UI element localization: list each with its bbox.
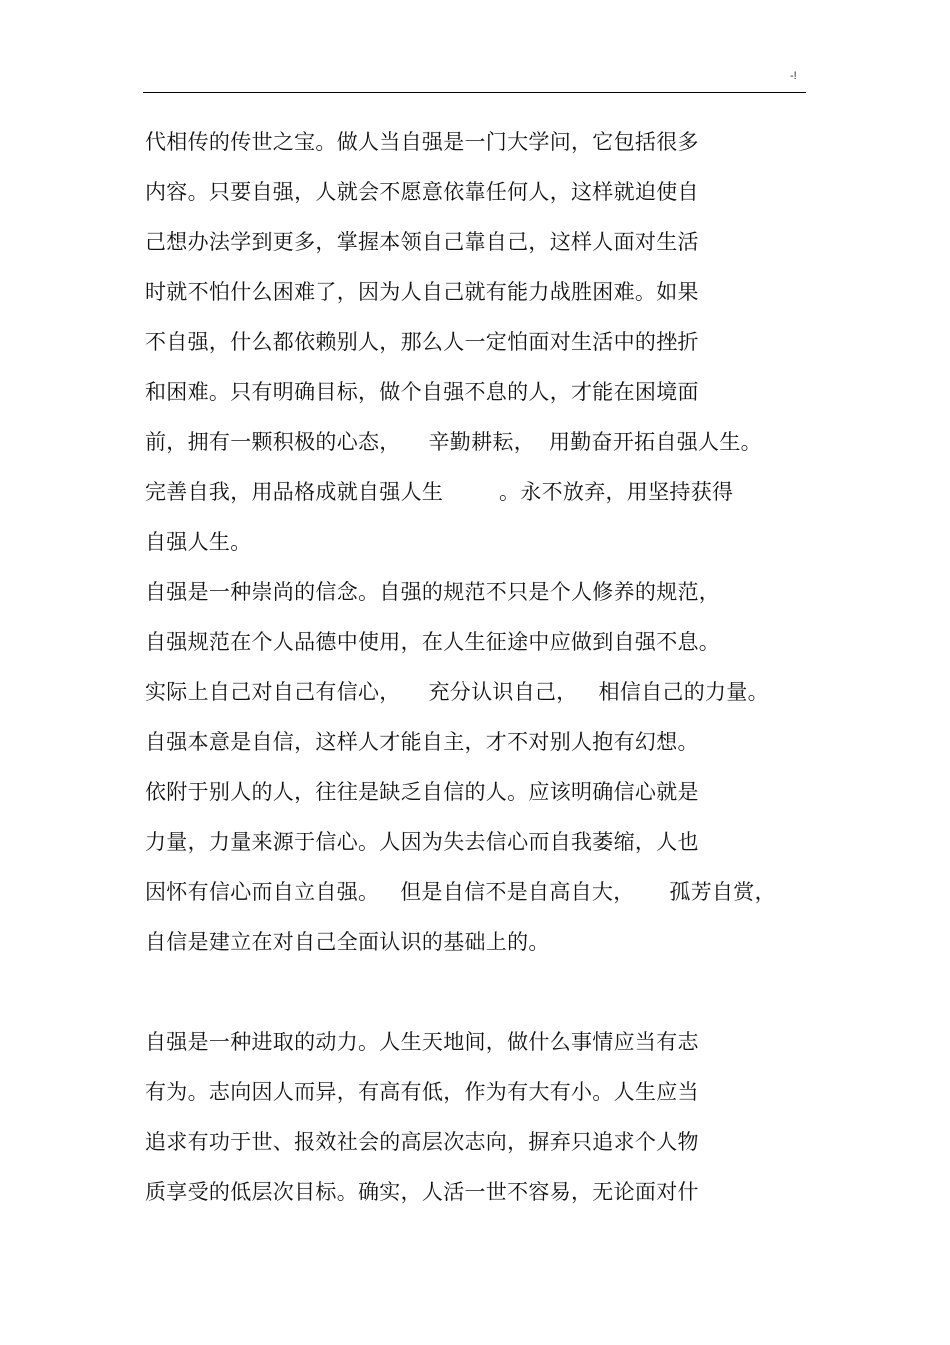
text-line: 时就不怕什么困难了，因为人自己就有能力战胜困难。如果 (145, 280, 699, 304)
header-mark: -! (790, 70, 797, 82)
text-line: 力量，力量来源于信心。人因为失去信心而自我萎缩，人也 (145, 830, 699, 854)
text-line: 代相传的传世之宝。做人当自强是一门大学问，它包括很多 (145, 130, 699, 154)
text-line: 因怀有信心而自立自强。 但是自信不是自高自大， 孤芳自赏， (145, 880, 776, 904)
text-line: 追求有功于世、报效社会的高层次志向，摒弃只追求个人物 (145, 1130, 699, 1154)
text-line: 实际上自己对自己有信心， 充分认识自己， 相信自己的力量。 (145, 680, 769, 704)
text-line: 自强是一种崇尚的信念。自强的规范不只是个人修养的规范， (145, 580, 721, 604)
text-line: 不自强，什么都依赖别人，那么人一定怕面对生活中的挫折 (145, 330, 699, 354)
header-rule (143, 92, 806, 93)
text-line: 自强规范在个人品德中使用，在人生征途中应做到自强不息。 (145, 630, 721, 654)
text-line: 有为。志向因人而异，有高有低，作为有大有小。人生应当 (145, 1080, 699, 1104)
text-line: 前，拥有一颗积极的心态， 辛勤耕耘， 用勤奋开拓自强人生。 (145, 430, 762, 454)
text-line: 自强人生。 (145, 530, 252, 554)
text-line: 质享受的低层次目标。确实，人活一世不容易，无论面对什 (145, 1180, 699, 1204)
text-line: 自强是一种进取的动力。人生天地间，做什么事情应当有志 (145, 1030, 699, 1054)
text-line: 完善自我，用品格成就自强人生 。永不放弃，用坚持获得 (145, 480, 734, 504)
text-line: 依附于别人的人，往往是缺乏自信的人。应该明确信心就是 (145, 780, 699, 804)
text-line: 自强本意是自信，这样人才能自主，才不对别人抱有幻想。 (145, 730, 699, 754)
text-line: 和困难。只有明确目标，做个自强不息的人，才能在困境面 (145, 380, 699, 404)
text-line: 自信是建立在对自己全面认识的基础上的。 (145, 930, 550, 954)
text-line: 己想办法学到更多，掌握本领自己靠自己，这样人面对生活 (145, 230, 699, 254)
text-line: 内容。只要自强，人就会不愿意依靠任何人，这样就迫使自 (145, 180, 699, 204)
